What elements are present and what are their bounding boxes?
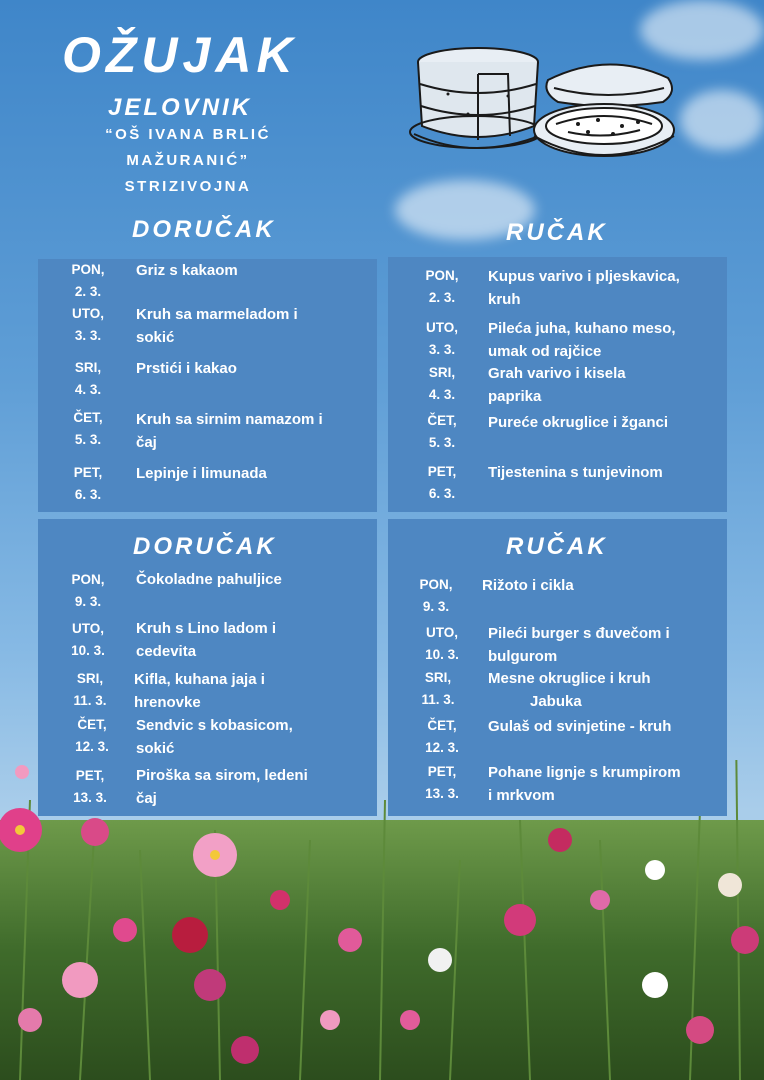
day-label: PON, 9. 3.	[419, 577, 453, 614]
meal-text: Piroška sa sirom, ledeni čaj	[136, 767, 308, 807]
day-label: SRI, 11. 3.	[73, 671, 107, 708]
week1-lunch-panel	[388, 257, 727, 512]
meal-text: Kruh sa marmeladom i sokić	[136, 306, 298, 346]
day-label: UTO, 10. 3.	[71, 621, 105, 658]
week1-breakfast-heading: DORUČAK	[132, 216, 276, 243]
day-label: SRI, 4. 3.	[428, 365, 456, 402]
week2-breakfast-panel	[38, 519, 377, 816]
day-label: UTO, 10. 3.	[425, 625, 459, 662]
day-label: PET, 13. 3.	[73, 768, 107, 805]
day-label: PET, 6. 3.	[73, 465, 103, 502]
school-name-line2: MAŽURANIĆ”	[126, 152, 250, 169]
menu-subtitle: JELOVNIK	[108, 94, 253, 121]
school-name-line1: “OŠ IVANA BRLIĆ	[105, 126, 271, 143]
week1-breakfast-panel	[38, 259, 377, 512]
meal-text: Tijestenina s tunjevinom	[488, 464, 663, 481]
meal-text: Pureće okruglice i žganci	[488, 414, 669, 431]
meal-text: Pileći burger s đuvečom i bulgurom	[488, 625, 670, 665]
day-label: ČET, 5. 3.	[427, 413, 457, 450]
meal-text: Griz s kakaom	[136, 262, 238, 279]
meal-text: Pileća juha, kuhano meso, umak od rajčice	[488, 320, 676, 360]
day-label: PET, 13. 3.	[425, 764, 459, 801]
week2-lunch-panel	[388, 519, 727, 816]
meal-text: Gulaš od svinjetine - kruh	[488, 718, 672, 735]
day-label: PON, 2. 3.	[71, 262, 105, 299]
page-title: OŽUJAK	[62, 27, 298, 83]
day-label: SRI, 11. 3.	[421, 670, 455, 707]
week2-breakfast-heading: DORUČAK	[133, 533, 277, 560]
day-label: PET, 6. 3.	[427, 464, 457, 501]
cake-and-pie-illustration-icon	[408, 44, 680, 168]
meal-text: Kruh s Lino ladom i cedevita	[136, 620, 277, 660]
meal-text: Sendvic s kobasicom, sokić	[136, 717, 293, 757]
meal-text: Mesne okruglice i kruh Jabuka	[488, 670, 651, 710]
day-label: UTO, 3. 3.	[71, 306, 104, 343]
meal-text: Grah varivo i kisela paprika	[488, 365, 626, 405]
meal-text: Lepinje i limunada	[136, 465, 267, 482]
school-name-line3: STRIZIVOJNA	[124, 178, 252, 195]
meal-text: Čokoladne pahuljice	[136, 571, 282, 588]
week1-lunch-heading: RUČAK	[506, 219, 608, 246]
meal-text: Kupus varivo i pljeskavica, kruh	[488, 268, 680, 308]
cloud	[680, 90, 764, 150]
meal-text: Prstići i kakao	[136, 360, 237, 377]
day-label: SRI, 4. 3.	[74, 360, 102, 397]
day-label: PON, 2. 3.	[425, 268, 459, 305]
meal-text: Pohane lignje s krumpirom i mrkvom	[488, 764, 681, 804]
week2-lunch-heading: RUČAK	[506, 533, 608, 560]
meal-text: Rižoto i cikla	[482, 577, 574, 594]
day-label: ČET, 12. 3.	[425, 718, 459, 755]
meal-text: Kruh sa sirnim namazom i čaj	[136, 411, 323, 451]
meal-text: Kifla, kuhana jaja i hrenovke	[134, 671, 265, 711]
day-label: UTO, 3. 3.	[425, 320, 458, 357]
day-label: ČET, 12. 3.	[75, 717, 109, 754]
day-label: ČET, 5. 3.	[73, 410, 103, 447]
day-label: PON, 9. 3.	[71, 572, 105, 609]
